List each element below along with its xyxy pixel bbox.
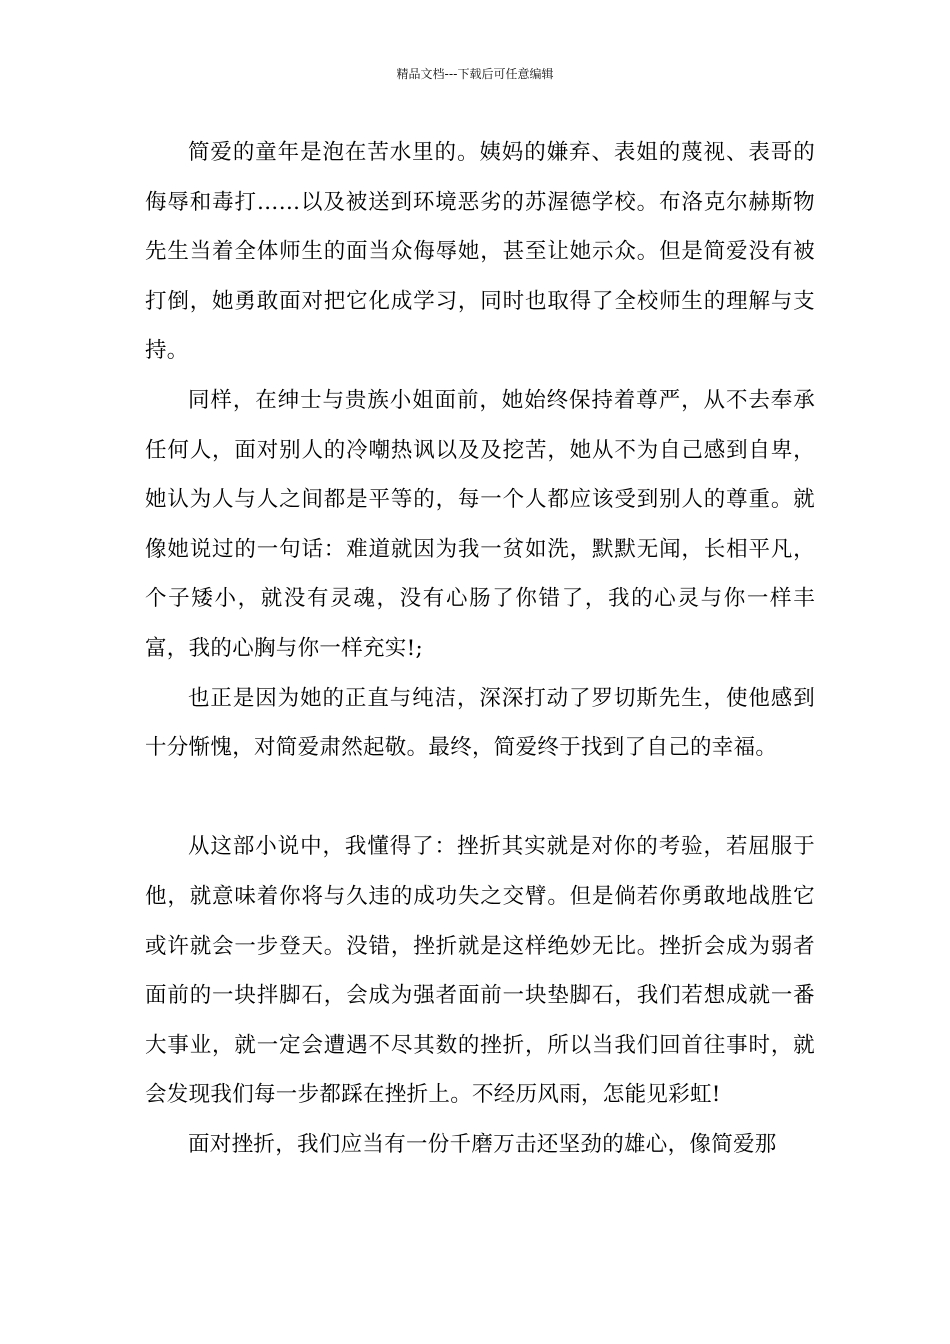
paragraph-3: 也正是因为她的正直与纯洁，深深打动了罗切斯先生，使他感到十分惭愧，对简爱肃然起敬。最终，简爱终于找到了自己的幸福。: [145, 685, 815, 761]
paragraph-2: 同样，在绅士与贵族小姐面前，她始终保持着尊严，从不去奉承任何人，面对别人的冷嘲热讽以及及挖苦，她从不为自己感到自卑，她认为人与人之间都是平等的，每一个人都应该受到别人的尊重。就像她说过的一句话：难道就因为我一贫如洗，默默无闻，长相平凡，个子矮小，就没有灵魂，没有心肠了你错了，我的心灵与你一样丰富，我的心胸与你一样充实!;: [145, 387, 815, 661]
paragraph-1: 简爱的童年是泡在苦水里的。姨妈的嫌弃、表姐的蔑视、表哥的侮辱和毒打……以及被送到环境恶劣的苏渥德学校。布洛克尔赫斯物先生当着全体师生的面当众侮辱她，甚至让她示众。但是简爱没有被打倒，她勇敢面对把它化成学习，同时也取得了全校师生的理解与支持。: [145, 140, 815, 364]
paragraph-4: 从这部小说中，我懂得了：挫折其实就是对你的考验，若屈服于他，就意味着你将与久违的成功失之交臂。但是倘若你勇敢地战胜它或许就会一步登天。没错，挫折就是这样绝妙无比。挫折会成为弱者面前的一块拌脚石，会成为强者面前一块垫脚石，我们若想成就一番大事业，就一定会遭遇不尽其数的挫折，所以当我们回首往事时，就会发现我们每一步都踩在挫折上。不经历风雨，怎能见彩虹!: [145, 834, 815, 1108]
page-header: 精品文档---下载后可任意编辑: [396, 67, 554, 81]
paragraph-5: 面对挫折，我们应当有一份千磨万击还坚劲的雄心，像简爱那: [188, 1131, 777, 1157]
document-body: [145, 128, 815, 1169]
